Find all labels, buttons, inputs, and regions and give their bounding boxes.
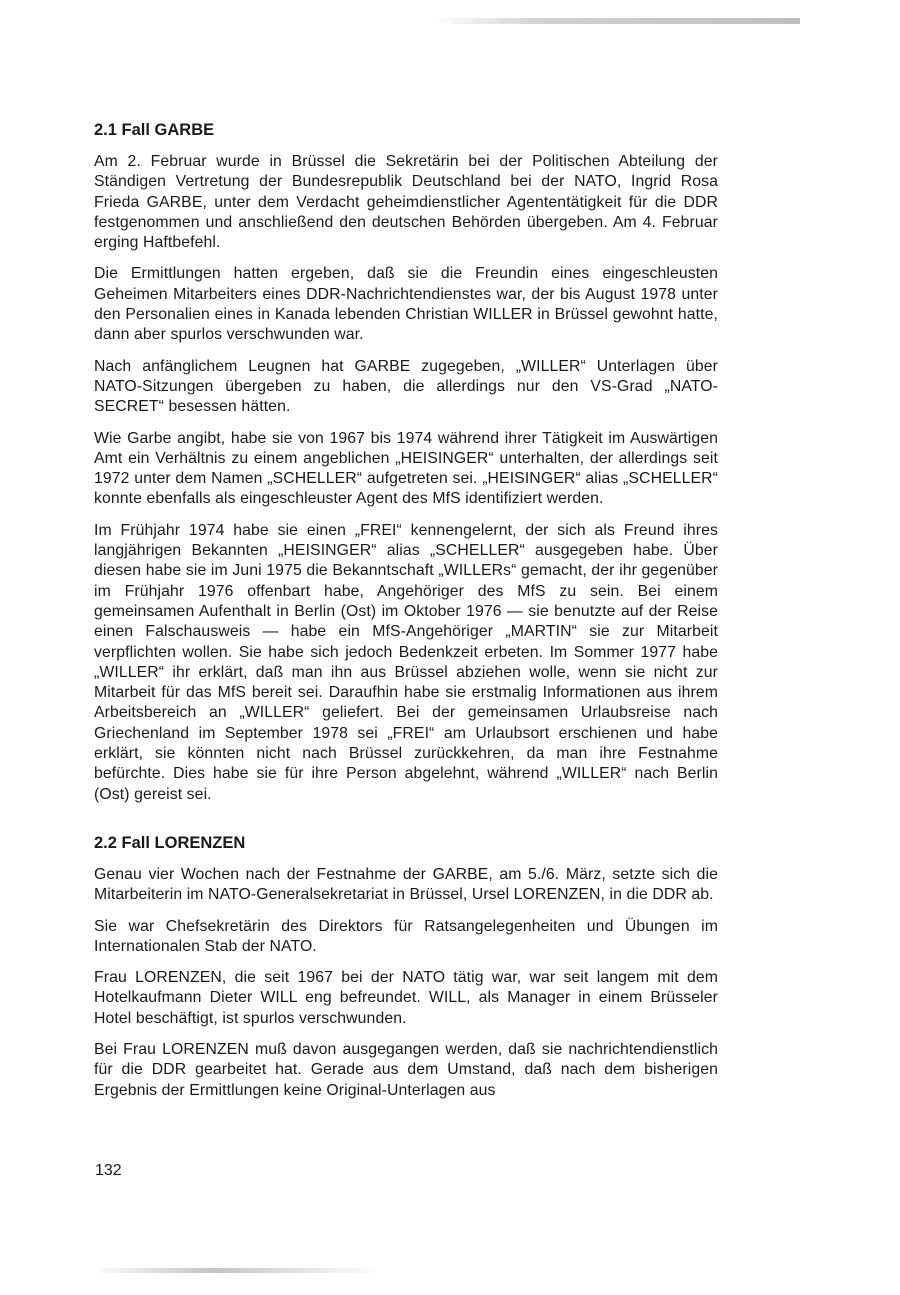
scan-artifact-bottom — [100, 1268, 380, 1273]
scan-artifact-top — [430, 18, 800, 24]
paragraph: Sie war Chefsekretärin des Direktors für Ratsangelegenheiten und Übungen im Internationalen Stab der NATO. — [94, 917, 718, 955]
paragraph: Genau vier Wochen nach der Festnahme der GARBE, am 5./6. März, setzte sich die Mitarbeiterin im NATO-Generalsekretariat in Brüssel, Ursel LORENZEN, in die DDR ab. — [94, 865, 718, 904]
section-heading-garbe: 2.1 Fall GARBE — [94, 121, 215, 139]
page-number: 132 — [95, 1162, 122, 1179]
paragraph: Bei Frau LORENZEN muß davon ausgegangen werden, daß sie nachrichtendienstlich für die DDR gearbeitet hat. Gerade aus dem Umstand, daß nach dem bisherigen Ergebnis der Ermittlungen keine Original-Unterlagen aus — [94, 1040, 718, 1099]
section-heading-lorenzen: 2.2 Fall LORENZEN — [94, 833, 246, 852]
paragraph: Am 2. Februar wurde in Brüssel die Sekretärin bei der Politischen Abteilung der Ständigen Vertretung der Bundesrepublik Deutschland bei der NATO, Ingrid Rosa Frieda GARBE, unter dem Verdacht geheimdienstlicher Agententätigkeit für die DDR festgenommen und anschließend den deutschen Behörden übergeben. Am 4. Februar erging Haftbefehl. — [94, 153, 718, 252]
paragraph: Die Ermittlungen hatten ergeben, daß sie die Freundin eines eingeschleusten Geheimen Mitarbeiters eines DDR-Nachrichtendienstes war, der bis August 1978 unter den Personalien eines in Kanada lebenden Christian WILLER in Brüssel gewohnt hatte, dann aber spurlos verschwunden war. — [94, 265, 718, 344]
page-content — [94, 120, 718, 1112]
paragraph: Frau LORENZEN, die seit 1967 bei der NATO tätig war, war seit langem mit dem Hotelkaufmann Dieter WILL eng befreundet. WILL, als Manager in einem Brüsseler Hotel beschäftigt, ist spurlos verschwunden. — [94, 969, 718, 1027]
paragraph: Wie Garbe angibt, habe sie von 1967 bis 1974 während ihrer Tätigkeit im Auswärtigen Amt ein Verhältnis zu einem angeblichen „HEISINGER“ unterhalten, der allerdings seit 1972 unter dem Namen „SCHELLER“ aufgetreten sei. „HEISINGER“ alias „SCHELLER“ konnte ebenfalls als eingeschleuster Agent des MfS identifiziert werden. — [94, 429, 718, 508]
paragraph: Nach anfänglichem Leugnen hat GARBE zugegeben, „WILLER“ Unterlagen über NATO-Sitzungen übergeben zu haben, die allerdings nur den VS-Grad „NATO-SECRET“ besessen hätten. — [94, 357, 718, 416]
paragraph: Im Frühjahr 1974 habe sie einen „FREI“ kennengelernt, der sich als Freund ihres langjährigen Bekannten „HEISINGER“ alias „SCHELLER“ ausgegeben habe. Über diesen habe sie im Juni 1975 die Bekanntschaft „WILLERs“ gemacht, der ihr gegenüber im Frühjahr 1976 offenbart habe, Angehöriger des MfS zu sein. Bei einem gemeinsamen Aufenthalt in Berlin (Ost) im Oktober 1976 — sie benutzte auf der Reise einen Falschausweis — habe ein MfS-Angehöriger „MARTIN“ sie zur Mitarbeit verpflichten wollen. Sie habe sich jedoch Bedenkzeit erbeten. Im Sommer 1977 habe „WILLER“ ihr erklärt, daß man ihn aus Brüssel abziehen wolle, wenn sie nicht zur Mitarbeit für das MfS bereit sei. Daraufhin habe sie erstmalig Informationen aus ihrem Arbeitsbereich an „WILLER“ geliefert. Bei der gemeinsamen Urlaubsreise nach Griechenland im September 1978 sei „FREI“ am Urlaubsort erschienen und habe erklärt, sie könnten nicht nach Brüssel zurückkehren, da man ihre Festnahme befürchte. Dies habe sie für ihre Person abgelehnt, während „WILLER“ nach Berlin (Ost) gereist sei. — [94, 521, 718, 803]
